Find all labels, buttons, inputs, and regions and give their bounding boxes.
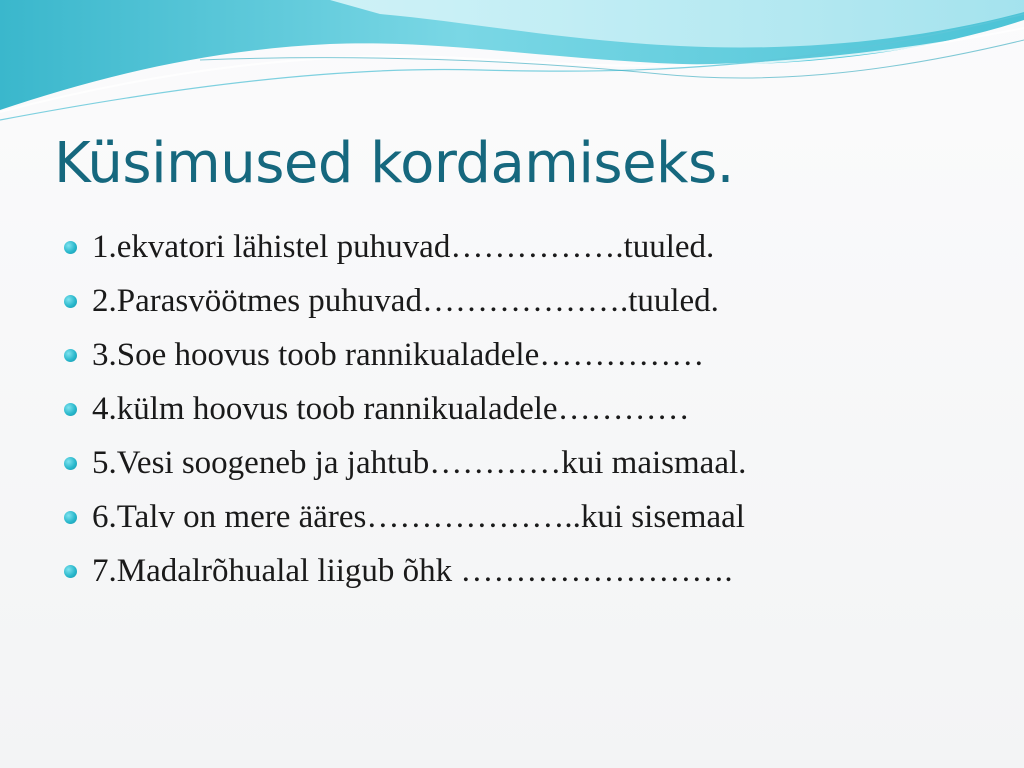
list-item	[62, 382, 746, 436]
bullet-dot-icon	[64, 565, 77, 578]
wave-decoration	[0, 0, 1024, 130]
bullet-dot-icon	[64, 295, 77, 308]
list-item-text: 4.külm hoovus toob rannikualadele…………	[92, 391, 690, 427]
slide-title: Küsimused kordamiseks.	[54, 131, 734, 196]
list-item-text: 7.Madalrõhualal liigub õhk …………………….	[92, 553, 733, 589]
list-item-text: 5.Vesi soogeneb ja jahtub…………kui maismaal.	[92, 445, 747, 481]
list-item-text: 3.Soe hoovus toob rannikualadele……………	[92, 337, 705, 373]
list-item	[62, 490, 746, 544]
list-item	[62, 544, 746, 598]
bullet-dot-icon	[64, 403, 77, 416]
list-item	[62, 328, 746, 382]
bullet-dot-icon	[64, 349, 77, 362]
list-item-text: 1.ekvatori lähistel puhuvad…………….tuuled.	[92, 229, 715, 265]
list-item	[62, 436, 746, 490]
list-item	[62, 220, 746, 274]
bullet-dot-icon	[64, 457, 77, 470]
list-item	[62, 274, 746, 328]
bullet-dot-icon	[64, 511, 77, 524]
list-item-text: 6.Talv on mere ääres………………..kui sisemaal	[92, 499, 745, 535]
list-item-text: 2.Parasvöötmes puhuvad……………….tuuled.	[92, 283, 719, 319]
bullet-dot-icon	[64, 241, 77, 254]
question-list	[62, 220, 746, 598]
